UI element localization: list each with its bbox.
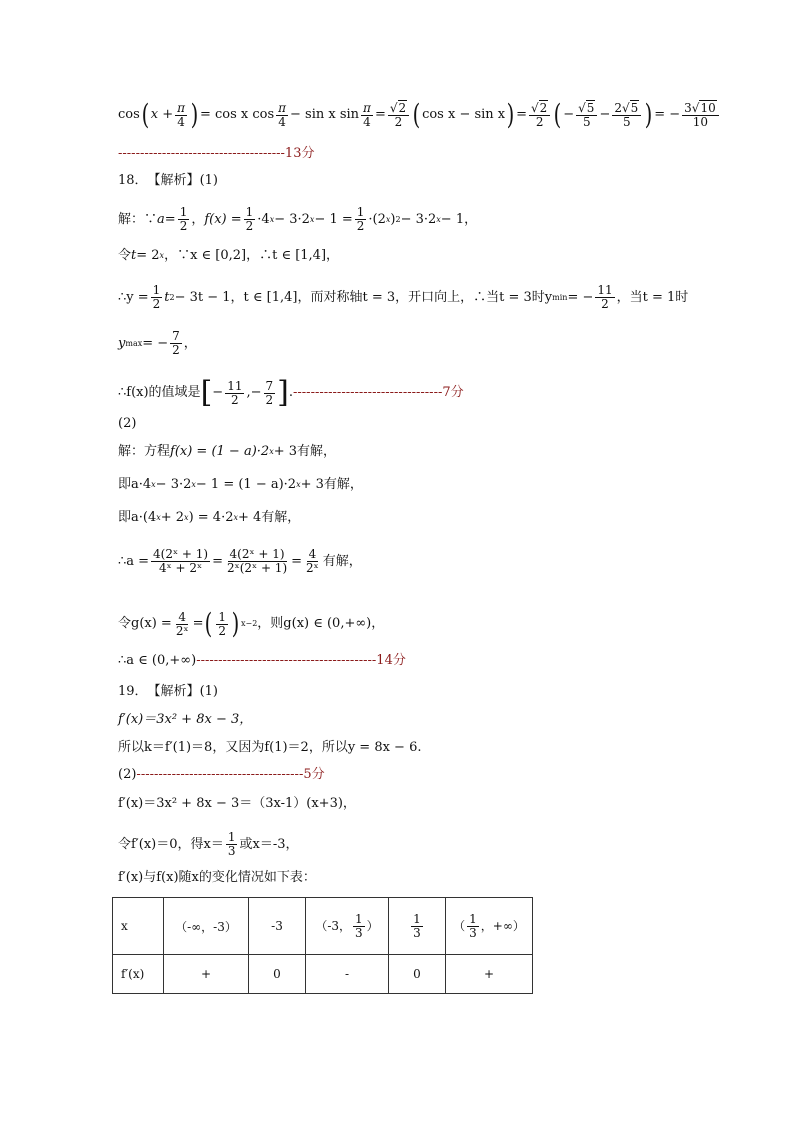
numerator: √2 bbox=[529, 102, 550, 116]
fraction bbox=[151, 548, 210, 575]
text: f(x) = (1 − a)·2 bbox=[170, 444, 270, 459]
fraction bbox=[529, 102, 550, 129]
text: − 1 = (1 − a)·2 bbox=[195, 477, 297, 492]
part-label: (1) bbox=[199, 684, 218, 699]
paren: ( bbox=[141, 98, 150, 131]
text: ） bbox=[366, 918, 379, 933]
q18-line-1 bbox=[118, 206, 477, 233]
text: 令 bbox=[118, 248, 132, 263]
numerator: 4 bbox=[308, 547, 317, 561]
denominator: 2 bbox=[179, 219, 188, 233]
fraction bbox=[276, 102, 288, 129]
exponent: x bbox=[156, 513, 161, 522]
numerator: 1 bbox=[355, 911, 363, 926]
text: − sin x sin bbox=[290, 107, 360, 122]
text: cos bbox=[118, 107, 140, 122]
q18-line-8 bbox=[118, 510, 300, 526]
numerator: 4(2ˣ + 1) bbox=[153, 547, 209, 561]
denominator: 3 bbox=[355, 925, 363, 940]
dashes: -------------------------------------- bbox=[118, 146, 285, 161]
q19-heading bbox=[118, 684, 218, 700]
denominator: 2 bbox=[152, 297, 161, 311]
text: ) bbox=[390, 211, 396, 227]
exponent: x bbox=[151, 480, 156, 489]
text: 解：∵ bbox=[118, 211, 158, 227]
text: = − bbox=[567, 289, 594, 305]
text: ∴y = bbox=[118, 289, 149, 305]
q18-line-5 bbox=[118, 375, 464, 410]
variation-table bbox=[112, 897, 533, 994]
text: − 1， bbox=[440, 211, 478, 227]
fraction bbox=[225, 548, 289, 575]
numerator: 11 bbox=[227, 378, 243, 393]
denominator: 2 bbox=[218, 623, 227, 638]
exponent: 2 bbox=[169, 292, 175, 302]
text: = bbox=[192, 616, 204, 631]
denominator: 4ˣ + 2ˣ bbox=[159, 561, 203, 575]
part-label: (2) bbox=[118, 767, 137, 782]
denominator: 2ˣ(2ˣ + 1) bbox=[227, 561, 288, 575]
q18-line-7 bbox=[118, 477, 363, 493]
text: = bbox=[164, 211, 176, 227]
denominator: 2 bbox=[265, 392, 274, 407]
table-cell: - bbox=[306, 955, 389, 994]
exponent: x bbox=[269, 447, 274, 456]
numerator: 1 bbox=[356, 205, 365, 219]
denominator: 4 bbox=[278, 114, 286, 129]
text: cos x − sin x bbox=[422, 107, 506, 122]
text: ∴f(x)的值域是 bbox=[118, 385, 201, 400]
denominator: 2 bbox=[394, 114, 403, 129]
dashes: ---------------------------------- bbox=[293, 385, 443, 400]
denominator: 5 bbox=[582, 114, 591, 129]
text: + 3有解， bbox=[273, 444, 336, 459]
fraction bbox=[174, 611, 191, 638]
text: ∴a = bbox=[118, 553, 150, 569]
subscript: min bbox=[552, 292, 568, 302]
numerator: 1 bbox=[218, 609, 227, 624]
dashes: ----------------------------------------- bbox=[196, 653, 377, 668]
radicand: 2 bbox=[539, 100, 548, 115]
numerator: 11 bbox=[597, 283, 613, 297]
q19-line-4 bbox=[118, 796, 356, 812]
fraction bbox=[226, 831, 238, 858]
numerator: √5 bbox=[576, 102, 597, 116]
numerator: 1 bbox=[469, 911, 477, 926]
exponent: x bbox=[436, 214, 441, 224]
q19-line-3 bbox=[118, 767, 325, 783]
numerator: π bbox=[177, 100, 185, 115]
denominator: 3 bbox=[413, 925, 421, 940]
text: + 2 bbox=[160, 510, 185, 525]
fraction bbox=[244, 206, 256, 233]
text: − 1 = bbox=[314, 211, 353, 227]
score-line-13 bbox=[118, 146, 314, 162]
text: − bbox=[599, 107, 611, 122]
numerator: 2√5 bbox=[612, 102, 641, 116]
table-cell bbox=[389, 898, 446, 955]
exponent: x−2 bbox=[240, 619, 258, 628]
paren: ) bbox=[190, 98, 199, 131]
paren: ) bbox=[231, 607, 240, 640]
exponent: x bbox=[385, 214, 391, 224]
fraction bbox=[355, 206, 367, 233]
fraction bbox=[151, 284, 163, 311]
fraction bbox=[682, 102, 719, 129]
dashes: -------------------------------------- bbox=[136, 767, 304, 782]
coefficient: 3 bbox=[684, 100, 692, 115]
text: （-3， bbox=[315, 918, 352, 933]
paren: ( bbox=[205, 607, 213, 640]
q18-line-2 bbox=[118, 248, 339, 264]
numerator: π bbox=[278, 100, 287, 115]
exponent: x bbox=[159, 251, 165, 260]
score-label: 5分 bbox=[303, 767, 325, 782]
text: ·(2 bbox=[368, 211, 386, 227]
numerator: 4 bbox=[178, 609, 187, 624]
text: − 3·2 bbox=[274, 211, 310, 227]
numerator: 7 bbox=[172, 329, 180, 343]
text: f′(x)＝3x² + 8x − 3， bbox=[118, 712, 253, 727]
text: − 3·2 bbox=[155, 477, 192, 492]
q18-part2-label bbox=[118, 416, 136, 432]
text: ，+∞） bbox=[480, 918, 525, 933]
text: − 3t − 1，t ∈ [1,4]，而对称轴t = 3，开口向上，∴当t = 3时y bbox=[174, 289, 553, 305]
text: 即a·4 bbox=[118, 477, 152, 492]
exponent: x bbox=[184, 513, 189, 522]
fraction bbox=[576, 102, 597, 129]
fraction bbox=[175, 102, 187, 129]
fraction bbox=[225, 380, 244, 407]
fraction bbox=[612, 102, 641, 129]
text: . bbox=[288, 385, 293, 400]
text: f′(x)＝3x² + 8x − 3＝（3x-1）(x+3)， bbox=[118, 796, 356, 811]
paren: ) bbox=[644, 98, 653, 131]
table-cell: -3 bbox=[249, 898, 306, 955]
text: 或x＝-3， bbox=[239, 836, 299, 852]
q18-line-10 bbox=[118, 607, 385, 640]
radicand: 10 bbox=[700, 100, 716, 115]
text: ， bbox=[191, 211, 205, 227]
numerator: 1 bbox=[152, 283, 161, 297]
text: 所以k＝f′(1)＝8，又因为f(1)＝2，所以y = 8x − 6. bbox=[118, 740, 422, 755]
q19-line-5 bbox=[118, 831, 298, 858]
table-cell: + bbox=[164, 955, 249, 994]
text: + 3有解， bbox=[300, 477, 363, 492]
fraction bbox=[467, 913, 479, 940]
text: ， bbox=[183, 335, 197, 351]
part-label: (1) bbox=[199, 173, 218, 188]
numerator: 1 bbox=[245, 205, 254, 219]
denominator: 2 bbox=[356, 219, 365, 233]
fraction bbox=[170, 330, 182, 357]
fraction bbox=[595, 284, 614, 311]
numerator: 1 bbox=[179, 205, 188, 219]
text: = bbox=[516, 107, 527, 122]
numerator: √2 bbox=[388, 102, 409, 116]
table-cell: f′(x) bbox=[113, 955, 164, 994]
bracket: ] bbox=[277, 375, 289, 410]
fraction bbox=[216, 611, 228, 638]
denominator: 4 bbox=[177, 114, 185, 129]
text: − bbox=[563, 107, 575, 122]
numerator: π bbox=[363, 100, 371, 115]
q19-line-1 bbox=[118, 712, 252, 728]
part-label: (2) bbox=[118, 416, 137, 431]
numerator: 4(2ˣ + 1) bbox=[229, 547, 285, 561]
text: = bbox=[374, 107, 386, 122]
coefficient: 2 bbox=[614, 100, 622, 115]
text: ) = 4·2 bbox=[188, 510, 234, 525]
numerator: 1 bbox=[413, 911, 421, 926]
q18-heading bbox=[118, 173, 218, 189]
fraction bbox=[264, 380, 276, 407]
text: = bbox=[212, 553, 223, 569]
table-row bbox=[113, 955, 533, 994]
section-title: 【解析】 bbox=[147, 684, 200, 699]
section-title: 【解析】 bbox=[147, 173, 200, 188]
text: ，∵x ∈ [0,2]，∴t ∈ [1,4]， bbox=[164, 248, 340, 263]
text: = − bbox=[654, 107, 681, 122]
denominator: 10 bbox=[692, 114, 709, 129]
text: ，当t = 1时 bbox=[616, 289, 689, 305]
subscript: max bbox=[125, 338, 143, 348]
question-number: 18． bbox=[118, 173, 148, 188]
fraction bbox=[304, 548, 321, 575]
q18-line-3 bbox=[118, 284, 688, 311]
denominator: 2 bbox=[231, 392, 239, 407]
text: = bbox=[291, 553, 303, 569]
fraction bbox=[388, 102, 409, 129]
numerator: 1 bbox=[227, 830, 236, 844]
denominator: 3 bbox=[469, 925, 477, 940]
exponent: x bbox=[309, 214, 315, 224]
text: − bbox=[212, 385, 224, 400]
radicand: 5 bbox=[586, 100, 595, 115]
text: 有解， bbox=[322, 553, 362, 569]
text: t bbox=[164, 289, 170, 305]
denominator: 5 bbox=[622, 114, 631, 129]
text: （ bbox=[453, 918, 466, 933]
denominator: 2 bbox=[172, 343, 180, 357]
exponent: x bbox=[233, 513, 238, 522]
table-cell bbox=[446, 898, 533, 955]
table-cell: + bbox=[446, 955, 533, 994]
fraction bbox=[178, 206, 190, 233]
denominator: 2ˣ bbox=[175, 623, 189, 638]
q18-line-11 bbox=[118, 653, 406, 669]
text: x bbox=[150, 107, 159, 122]
question-number: 19． bbox=[118, 684, 148, 699]
text: y bbox=[118, 335, 126, 351]
text: a bbox=[157, 211, 165, 227]
text: t bbox=[131, 248, 137, 263]
text: ·4 bbox=[257, 211, 270, 227]
numerator: 3√10 bbox=[682, 102, 719, 116]
text: f′(x)与f(x)随x的变化情况如下表： bbox=[118, 870, 316, 885]
paren: ( bbox=[412, 98, 421, 131]
exponent: 2 bbox=[395, 214, 401, 224]
fraction bbox=[353, 913, 365, 940]
text: ,− bbox=[246, 385, 262, 400]
text: 即a·(4 bbox=[118, 510, 157, 525]
denominator: 3 bbox=[227, 844, 236, 858]
score-label: 13分 bbox=[284, 146, 315, 161]
q18-line-4 bbox=[118, 330, 197, 357]
numerator: 7 bbox=[265, 378, 274, 393]
table-cell: 0 bbox=[389, 955, 446, 994]
text: ∴a ∈ (0,+∞) bbox=[118, 653, 197, 668]
text: = 2 bbox=[136, 248, 160, 263]
fraction bbox=[361, 102, 373, 129]
exponent: x bbox=[269, 214, 275, 224]
text: + bbox=[162, 107, 174, 122]
radicand: 5 bbox=[630, 100, 639, 115]
text: 令g(x) = bbox=[118, 616, 172, 631]
fraction bbox=[411, 913, 423, 940]
text: − 3·2 bbox=[400, 211, 437, 227]
denominator: 2 bbox=[601, 297, 609, 311]
exponent: x bbox=[296, 480, 301, 489]
text: 解：方程 bbox=[118, 444, 171, 459]
q19-line-2 bbox=[118, 740, 422, 756]
table-row bbox=[113, 898, 533, 955]
exponent: x bbox=[191, 480, 196, 489]
table-cell: （-∞，-3） bbox=[164, 898, 249, 955]
paren: ( bbox=[553, 98, 562, 131]
table-cell bbox=[306, 898, 389, 955]
q18-line-9 bbox=[118, 548, 362, 575]
text: 令f′(x)＝0，得x＝ bbox=[118, 836, 224, 852]
score-label: 14分 bbox=[376, 653, 406, 668]
denominator: 4 bbox=[363, 114, 371, 129]
radicand: 2 bbox=[398, 100, 407, 115]
denominator: 2 bbox=[245, 219, 254, 233]
text: + 4有解， bbox=[237, 510, 301, 525]
text: = cos x cos bbox=[199, 107, 275, 122]
table-cell: x bbox=[113, 898, 164, 955]
q18-line-6 bbox=[118, 444, 336, 460]
text: ，则g(x) ∈ (0,+∞)， bbox=[257, 616, 385, 631]
text: f(x) = bbox=[204, 211, 242, 227]
bracket: [ bbox=[200, 375, 213, 410]
denominator: 2 bbox=[535, 114, 544, 129]
table-cell: 0 bbox=[249, 955, 306, 994]
text: = − bbox=[142, 335, 169, 351]
q19-line-6 bbox=[118, 870, 316, 886]
score-label: 7分 bbox=[442, 385, 464, 400]
equation-line-cos bbox=[118, 98, 721, 131]
paren: ) bbox=[506, 98, 515, 131]
denominator: 2ˣ bbox=[306, 561, 319, 575]
